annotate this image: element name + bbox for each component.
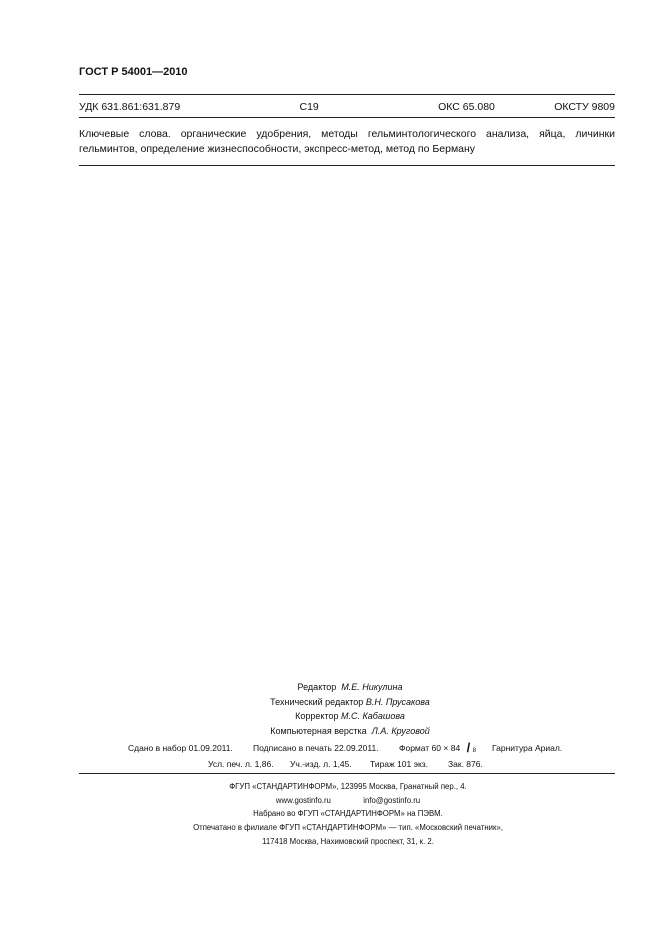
publisher-contacts (80, 796, 616, 805)
top-rule (79, 94, 615, 95)
udc-code: УДК 631.861:631.879 (79, 101, 181, 113)
printer-address: 117418 Москва, Нахимовский проспект, 31, к. 2. (262, 837, 434, 846)
publishing-sheets: Уч.-изд. л. 1,45. (290, 759, 352, 769)
editor-credit (200, 680, 500, 695)
layout-credit (200, 724, 500, 739)
print-sheets: Усл. печ. л. 1,86. (208, 759, 274, 769)
publisher-address: ФГУП «СТАНДАРТИНФОРМ», 123995 Москва, Гранатный пер., 4. (229, 782, 467, 791)
corrector-label: Корректор (295, 711, 339, 721)
credits-block (200, 680, 500, 738)
tech-editor-name: В.Н. Прусакова (365, 696, 430, 707)
submitted-date: Сдано в набор 01.09.2011. (128, 743, 233, 753)
publisher-email[interactable]: info@gostinfo.ru (363, 796, 421, 805)
signed-date: Подписано в печать 22.09.2011. (253, 743, 379, 753)
format-label: Формат 60 (399, 743, 442, 753)
printed-at-note: Отпечатано в филиале ФГУП «СТАНДАРТИНФОРМ» — тип. «Московский печатник», (193, 823, 503, 832)
classification-row (79, 101, 615, 113)
keywords-rule (79, 165, 615, 166)
format-fraction (463, 739, 477, 755)
corrector-credit (200, 709, 500, 724)
paper-format (399, 739, 477, 755)
keywords-line-1: Ключевые слова. органические удобрения, методы гельминтологического анализа, яйца, личинки (79, 128, 615, 140)
tech-editor-label: Технический редактор (270, 696, 364, 707)
format-denominator: 8 (472, 747, 476, 754)
editor-name: М.Е. Никулина (341, 682, 403, 692)
layout-label: Компьютерная верстка (270, 725, 367, 736)
typeface: Гарнитура Ариал. (492, 743, 563, 753)
keywords-block (79, 127, 615, 157)
keywords-line-2: гельминтов, определение жизнеспособности, экспресс-метод, метод по Берману (79, 143, 476, 155)
typeset-note: Набрано во ФГУП «СТАНДАРТИНФОРМ» на ПЭВМ. (253, 809, 443, 818)
okstu-code: ОКСТУ 9809 (554, 101, 615, 113)
order-number: Зак. 876. (448, 759, 483, 769)
document-code: ГОСТ Р 54001—2010 (79, 66, 188, 78)
oks-code: ОКС 65.080 (438, 101, 495, 113)
fraction-slash: / (466, 739, 471, 755)
corrector-name: М.С. Кабашова (341, 711, 405, 721)
classification-rule (79, 117, 615, 118)
circulation: Тираж 101 экз. (370, 759, 429, 769)
publisher-website[interactable]: www.gostinfo.ru (275, 796, 331, 805)
format-width: 84 (450, 743, 461, 753)
group-code: С19 (299, 101, 319, 113)
format-times: × (443, 743, 449, 753)
footer-rule (79, 773, 615, 774)
layout-name: Л.А. Круговой (371, 725, 430, 736)
editor-label: Редактор (297, 682, 337, 692)
tech-editor-credit (200, 695, 500, 710)
